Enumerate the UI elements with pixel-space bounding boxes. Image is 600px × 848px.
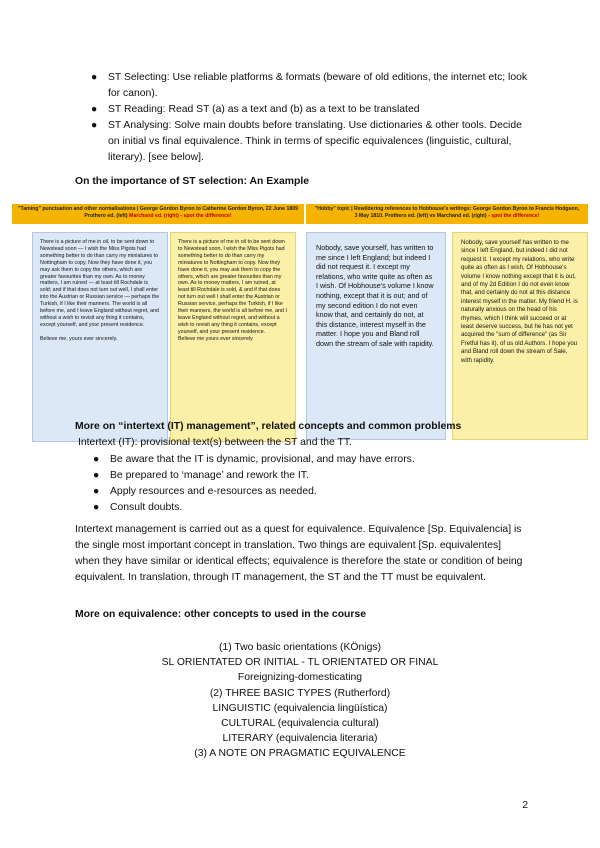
bullet-icon: ●: [91, 120, 98, 131]
prothero-text-box: Nobody, save yourself, has written to me since I left England; but indeed I did not request it. I except my relations, who write quite as often as I wish. Of Hobhouse's volume I know nothing, except that it is out; and of my second edition I do not even know that, and certainly do not, at this distance, interest myself in the matter. I hope you and Bland roll down the stream of sale with rapidity.: [306, 232, 446, 440]
bullet-text: Consult doubts.: [110, 502, 183, 513]
concept-line: (2) THREE BASIC TYPES (Rutherford): [209, 687, 391, 699]
concept-line: LITERARY (equivalencia literaria): [222, 733, 378, 745]
banner-left-edition: 3 May 1810. Prothero ed. (left) vs Marchand ed. (right) -: [354, 212, 490, 219]
bullet-text: ST Analysing: Solve main doubts before translating. Use dictionaries & other tools. Decide on initial vs final equivalence. Think in terms of specific equivalences (linguistic, cultural, literary). [see below].: [108, 120, 522, 163]
bullet-text: ST Selecting: Use reliable platforms & formats (beware of old editions, the internet etc; look for canon).: [108, 72, 528, 99]
bullet-text: Apply resources and e-resources as needed.: [110, 486, 317, 497]
banner-right-edition: Marchand ed. (right) - spot the difference!: [129, 212, 232, 219]
bullet-text: ST Reading: Read ST (a) as a text and (b) as a text to be translated: [108, 104, 420, 115]
banner-line: "Taming" punctuation and other normalisations | George Gordon Byron to Catherine Gordon Byron, 22 June 1809: [17, 206, 299, 212]
prothero-text-box: There is a picture of me in oil, to be sent down to Newstead soon — I wish the Miss Pigots had something better to do than carry my miniatures to Nottingham to copy. Now they have done it, you may ask them to copy the others, which are greater favourites than my own. As to money matters, I am ruined — at least till Rochdale is sold; and if that does not turn out well, I shall enter into the Austrian or Russian service — perhaps the Turkish, if I like their manners. The world is all before me, and I leave England without regret, and without a wish to revisit any thing it contains, except yourself, and your present residence. Believe me, yours ever sincerely.: [32, 232, 168, 442]
list-item: [88, 118, 528, 166]
concept-line: SL ORIENTATED OR INITIAL - TL ORIENTATED OR FINAL: [161, 657, 439, 669]
example-heading: On the importance of ST selection: An Example: [75, 176, 310, 187]
equivalence-paragraph: Intertext management is carried out as a quest for equivalence. Equivalence [Sp. Equivalencia] is the single most important concept in translation. Two things are equivalent [Sp. equivalentes] when they have similar or identical effects; equivalence is therefore the state or condition of being equivalent. In translation, through IT management, the ST and the TT must be equivalent.: [75, 524, 523, 583]
banner-right-edition: spot the difference!: [491, 212, 540, 219]
panel-left-banner: [12, 204, 304, 224]
concept-line: Foreignizing-domesticating: [237, 672, 363, 684]
bullet-icon: ●: [93, 502, 100, 513]
bullet-text: Be aware that the IT is dynamic, provisional, and may have errors.: [110, 454, 415, 465]
marchand-text-box: There is a picture of me in oil to be sent down to Newstead soon, I wish the Miss Pigots had something better to do than carry my miniatures to Nottingham to copy. Now they have done it, you may ask them to copy the others, which are greater favourites than my own. As to money matters, I am ruined, at least till Rochdale is sold, & and if that does not turn out well I shall enter the Austrian or Russian service, perhaps the Turkish, if I like their manners, the world is all before me, and I leave England without regret, and without a wish to revisit any thing it contains, except yourself, and your present residence. Believe me yours ever sincerely: [170, 232, 296, 442]
panel-right-banner: [306, 204, 588, 224]
bullet-icon: ●: [93, 486, 100, 497]
concept-line: LINGUISTIC (equivalencia lingüística): [212, 702, 388, 714]
bullet-icon: ●: [93, 454, 100, 465]
banner-left-edition: Prothero ed. (left): [84, 212, 128, 219]
concept-line: (1) Two basic orientations (KÖnigs): [218, 642, 382, 653]
list-item: [90, 500, 510, 516]
page-number: 2: [522, 800, 528, 811]
banner-line: [306, 213, 588, 220]
list-item: [90, 484, 510, 500]
list-item: [88, 102, 528, 118]
bullet-icon: ●: [91, 104, 98, 115]
equivalence-heading: More on equivalence: other concepts to used in the course: [75, 609, 366, 620]
bullet-icon: ●: [93, 470, 100, 481]
banner-line: [12, 213, 304, 220]
list-item: [90, 468, 510, 484]
list-item: [90, 452, 510, 468]
intertext-heading: More on “intertext (IT) management”, related concepts and common problems: [75, 421, 462, 432]
banner-line: "Hobby" topic | Rewildering references to Hobhouse's writings: George Gordon Byron to Francis Hodgson,: [314, 206, 580, 212]
concept-line: (3) A NOTE ON PRAGMATIC EQUIVALENCE: [194, 748, 406, 760]
intertext-bullet-list: [90, 452, 510, 516]
marchand-text-box: Nobody, save yourself has written to me since I left England, but indeed I did not request it. I except my relations, who write quite as often as I wish. Of Hobhouse's volume I know nothing except that it is out, and of my 2d Edition I do not even know that, and certainly do not at this distance interest myself in the matter. My friend H. is naturally anxious on the head of his rhymes, which I think will succeed or at least deserve success, but he has not yet acquired the "sum of difference" (as Sir Fretful has it), of us old Authors. I hope you and Bland roll down the stream of Sale, with rapidity.: [452, 232, 588, 440]
intertext-definition: Intertext (IT): provisional text(s) between the ST and the TT.: [78, 437, 352, 448]
intro-bullet-list: [88, 70, 528, 166]
bullet-icon: ●: [91, 72, 98, 83]
concept-list: [120, 640, 480, 762]
list-item: [88, 70, 528, 102]
bullet-text: Be prepared to ‘manage’ and rework the IT.: [110, 470, 309, 481]
concept-line: CULTURAL (equivalencia cultural): [221, 718, 379, 730]
